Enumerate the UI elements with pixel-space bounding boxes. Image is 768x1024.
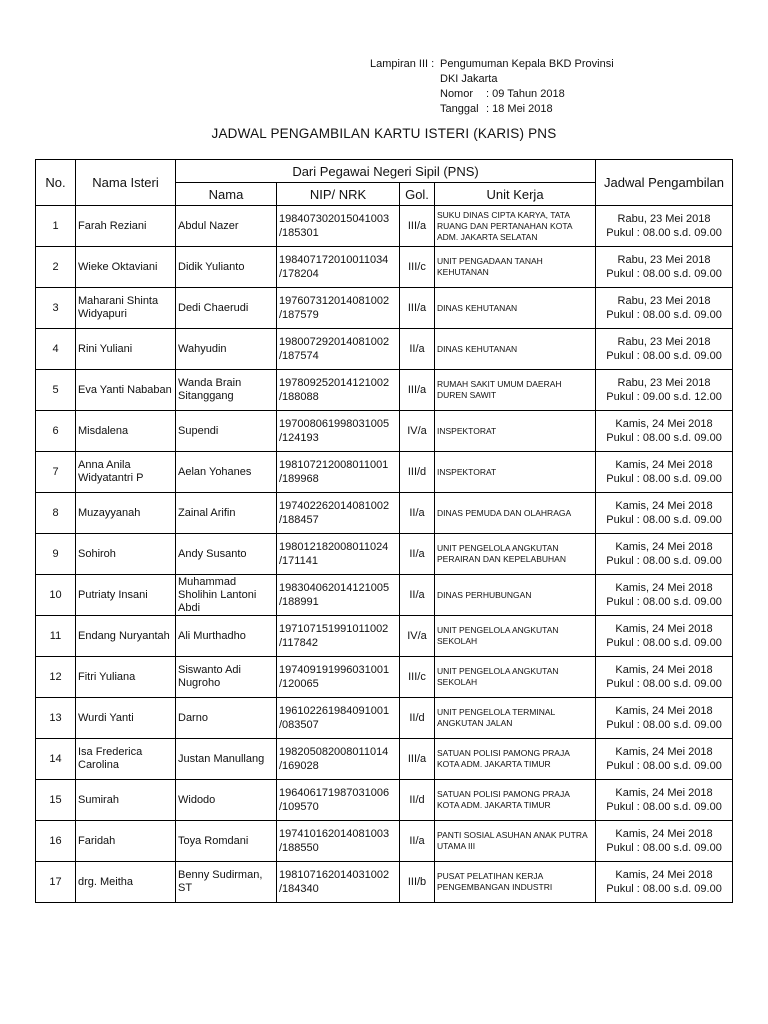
lampiran-text-2: DKI Jakarta (440, 73, 498, 85)
jadwal-pukul: Pukul : 08.00 s.d. 09.00 (606, 842, 722, 854)
jadwal-hari: Rabu, 23 Mei 2018 (617, 377, 711, 389)
cell-nip (277, 862, 400, 903)
table-row (36, 862, 733, 903)
cell-unit-kerja: DINAS KEHUTANAN (435, 329, 596, 370)
cell-gol: III/c (400, 657, 435, 698)
cell-nama-isteri: Sumirah (76, 780, 176, 821)
cell-no: 4 (36, 329, 76, 370)
nrk-number: /120065 (279, 678, 319, 690)
jadwal-hari: Kamis, 24 Mei 2018 (615, 541, 713, 553)
cell-no: 13 (36, 698, 76, 739)
cell-nama: Dedi Chaerudi (176, 288, 277, 329)
cell-gol: II/a (400, 329, 435, 370)
cell-nip (277, 329, 400, 370)
cell-no: 15 (36, 780, 76, 821)
jadwal-hari: Rabu, 23 Mei 2018 (617, 254, 711, 266)
lampiran-block (370, 57, 614, 117)
header-unit: Unit Kerja (435, 183, 596, 206)
cell-jadwal (596, 616, 733, 657)
cell-unit-kerja: INSPEKTORAT (435, 452, 596, 493)
nrk-number: /187579 (279, 309, 319, 321)
cell-nama-isteri: Anna Anila Widyatantri P (76, 452, 176, 493)
cell-gol: III/a (400, 288, 435, 329)
table-row (36, 534, 733, 575)
cell-no: 9 (36, 534, 76, 575)
cell-gol: II/d (400, 780, 435, 821)
nip-number: 196406171987031006 (279, 787, 390, 799)
jadwal-hari: Kamis, 24 Mei 2018 (615, 828, 713, 840)
cell-nama: Muhammad Sholihin Lantoni Abdi (176, 575, 277, 616)
nrk-number: /189968 (279, 473, 319, 485)
nrk-number: /117842 (279, 637, 318, 649)
cell-gol: III/b (400, 862, 435, 903)
nip-number: 196102261984091001 (279, 705, 390, 717)
cell-nip (277, 452, 400, 493)
nrk-number: /178204 (279, 268, 319, 280)
cell-unit-kerja: UNIT PENGELOLA ANGKUTAN SEKOLAH (435, 657, 596, 698)
jadwal-hari: Kamis, 24 Mei 2018 (615, 787, 713, 799)
cell-nip (277, 821, 400, 862)
cell-nama: Toya Romdani (176, 821, 277, 862)
cell-gol: II/a (400, 575, 435, 616)
cell-no: 17 (36, 862, 76, 903)
nrk-number: /185301 (279, 227, 319, 239)
cell-jadwal (596, 575, 733, 616)
cell-unit-kerja: RUMAH SAKIT UMUM DAERAH DUREN SAWIT (435, 370, 596, 411)
cell-unit-kerja: PANTI SOSIAL ASUHAN ANAK PUTRA UTAMA III (435, 821, 596, 862)
cell-jadwal (596, 657, 733, 698)
cell-jadwal (596, 534, 733, 575)
jadwal-hari: Kamis, 24 Mei 2018 (615, 582, 713, 594)
nomor-value: : 09 Tahun 2018 (486, 88, 565, 100)
cell-gol: IV/a (400, 411, 435, 452)
cell-nama-isteri: Farah Reziani (76, 206, 176, 247)
jadwal-pukul: Pukul : 08.00 s.d. 09.00 (606, 883, 722, 895)
jadwal-pukul: Pukul : 08.00 s.d. 09.00 (606, 719, 722, 731)
nip-number: 198107162014031002 (279, 869, 390, 881)
jadwal-pukul: Pukul : 08.00 s.d. 09.00 (606, 637, 722, 649)
nip-number: 198407172010011034 (279, 254, 389, 266)
nip-number: 197809252014121002 (279, 377, 390, 389)
jadwal-hari: Kamis, 24 Mei 2018 (615, 418, 713, 430)
header-pns-group: Dari Pegawai Negeri Sipil (PNS) (176, 160, 596, 183)
nrk-number: /109570 (279, 801, 319, 813)
cell-nama: Andy Susanto (176, 534, 277, 575)
jadwal-pukul: Pukul : 08.00 s.d. 09.00 (606, 473, 722, 485)
cell-gol: III/a (400, 739, 435, 780)
cell-nip (277, 411, 400, 452)
cell-nip (277, 616, 400, 657)
cell-nama: Darno (176, 698, 277, 739)
jadwal-hari: Kamis, 24 Mei 2018 (615, 705, 713, 717)
jadwal-pukul: Pukul : 08.00 s.d. 09.00 (606, 268, 722, 280)
cell-gol: III/d (400, 452, 435, 493)
cell-no: 7 (36, 452, 76, 493)
cell-nama: Wanda Brain Sitanggang (176, 370, 277, 411)
cell-nama: Aelan Yohanes (176, 452, 277, 493)
cell-gol: II/d (400, 698, 435, 739)
cell-jadwal (596, 206, 733, 247)
jadwal-pukul: Pukul : 08.00 s.d. 09.00 (606, 801, 722, 813)
cell-unit-kerja: UNIT PENGELOLA ANGKUTAN PERAIRAN DAN KEPELABUHAN (435, 534, 596, 575)
cell-nip (277, 739, 400, 780)
cell-unit-kerja: DINAS KEHUTANAN (435, 288, 596, 329)
cell-no: 12 (36, 657, 76, 698)
cell-no: 8 (36, 493, 76, 534)
cell-no: 14 (36, 739, 76, 780)
cell-unit-kerja: DINAS PEMUDA DAN OLAHRAGA (435, 493, 596, 534)
cell-no: 10 (36, 575, 76, 616)
jadwal-hari: Rabu, 23 Mei 2018 (617, 213, 711, 225)
cell-jadwal (596, 329, 733, 370)
nip-number: 197607312014081002 (279, 295, 390, 307)
cell-nama: Widodo (176, 780, 277, 821)
jadwal-pukul: Pukul : 08.00 s.d. 09.00 (606, 760, 722, 772)
table-row (36, 493, 733, 534)
jadwal-hari: Kamis, 24 Mei 2018 (615, 664, 713, 676)
jadwal-pukul: Pukul : 08.00 s.d. 09.00 (606, 596, 722, 608)
table-row (36, 616, 733, 657)
table-row (36, 288, 733, 329)
cell-gol: III/a (400, 206, 435, 247)
cell-nama-isteri: Faridah (76, 821, 176, 862)
table-row (36, 821, 733, 862)
cell-unit-kerja: DINAS PERHUBUNGAN (435, 575, 596, 616)
cell-unit-kerja: UNIT PENGELOLA TERMINAL ANGKUTAN JALAN (435, 698, 596, 739)
jadwal-pukul: Pukul : 08.00 s.d. 09.00 (606, 555, 722, 567)
cell-nip (277, 698, 400, 739)
nrk-number: /169028 (279, 760, 319, 772)
cell-jadwal (596, 452, 733, 493)
page-title: JADWAL PENGAMBILAN KARTU ISTERI (KARIS) PNS (211, 126, 557, 141)
nip-number: 198304062014121005 (279, 582, 390, 594)
nrk-number: /124193 (279, 432, 319, 444)
cell-unit-kerja: SUKU DINAS CIPTA KARYA, TATA RUANG DAN PERTANAHAN KOTA ADM. JAKARTA SELATAN (435, 206, 596, 247)
jadwal-hari: Kamis, 24 Mei 2018 (615, 623, 713, 635)
jadwal-pukul: Pukul : 08.00 s.d. 09.00 (606, 350, 722, 362)
header-nama: Nama (176, 183, 277, 206)
header-gol: Gol. (400, 183, 435, 206)
cell-jadwal (596, 862, 733, 903)
cell-gol: III/a (400, 370, 435, 411)
nip-number: 197409191996031001 (279, 664, 390, 676)
table-row (36, 370, 733, 411)
cell-no: 11 (36, 616, 76, 657)
cell-nama-isteri: Maharani Shinta Widyapuri (76, 288, 176, 329)
nrk-number: /188550 (279, 842, 319, 854)
cell-gol: II/a (400, 493, 435, 534)
cell-no: 16 (36, 821, 76, 862)
cell-unit-kerja: SATUAN POLISI PAMONG PRAJA KOTA ADM. JAKARTA TIMUR (435, 780, 596, 821)
cell-nama: Justan Manullang (176, 739, 277, 780)
jadwal-hari: Rabu, 23 Mei 2018 (617, 336, 711, 348)
nrk-number: /171141 (279, 555, 318, 567)
cell-nama-isteri: Sohiroh (76, 534, 176, 575)
cell-nip (277, 780, 400, 821)
cell-nama: Abdul Nazer (176, 206, 277, 247)
cell-gol: II/a (400, 821, 435, 862)
nrk-number: /188991 (279, 596, 319, 608)
jadwal-pukul: Pukul : 08.00 s.d. 09.00 (606, 309, 722, 321)
jadwal-pukul: Pukul : 08.00 s.d. 09.00 (606, 514, 722, 526)
cell-jadwal (596, 247, 733, 288)
cell-nip (277, 657, 400, 698)
header-no: No. (36, 160, 76, 206)
cell-nama: Didik Yulianto (176, 247, 277, 288)
cell-jadwal (596, 288, 733, 329)
cell-gol: III/c (400, 247, 435, 288)
cell-nama-isteri: Rini Yuliani (76, 329, 176, 370)
cell-nama-isteri: Misdalena (76, 411, 176, 452)
lampiran-label: Lampiran III : (370, 58, 435, 70)
cell-nama: Benny Sudirman, ST (176, 862, 277, 903)
nip-number: 198407302015041003 (279, 213, 390, 225)
jadwal-hari: Kamis, 24 Mei 2018 (615, 459, 713, 471)
cell-nama-isteri: Eva Yanti Nababan (76, 370, 176, 411)
cell-unit-kerja: UNIT PENGADAAN TANAH KEHUTANAN (435, 247, 596, 288)
cell-nama: Ali Murthadho (176, 616, 277, 657)
cell-gol: IV/a (400, 616, 435, 657)
table-row (36, 780, 733, 821)
jadwal-pukul: Pukul : 09.00 s.d. 12.00 (606, 391, 722, 403)
jadwal-pukul: Pukul : 08.00 s.d. 09.00 (606, 227, 722, 239)
nrk-number: /184340 (279, 883, 319, 895)
lampiran-text: Pengumuman Kepala BKD Provinsi (440, 58, 614, 70)
table-row (36, 657, 733, 698)
tanggal-value: : 18 Mei 2018 (486, 103, 553, 115)
cell-nama-isteri: Muzayyanah (76, 493, 176, 534)
cell-jadwal (596, 370, 733, 411)
cell-jadwal (596, 821, 733, 862)
nip-number: 197402262014081002 (279, 500, 390, 512)
jadwal-hari: Kamis, 24 Mei 2018 (615, 869, 713, 881)
nip-number: 198012182008011024 (279, 541, 389, 553)
cell-nama-isteri: Wurdi Yanti (76, 698, 176, 739)
nip-number: 198107212008011001 (279, 459, 389, 471)
jadwal-hari: Kamis, 24 Mei 2018 (615, 746, 713, 758)
jadwal-pukul: Pukul : 08.00 s.d. 09.00 (606, 678, 722, 690)
cell-nip (277, 206, 400, 247)
cell-nip (277, 575, 400, 616)
cell-no: 2 (36, 247, 76, 288)
cell-nama: Supendi (176, 411, 277, 452)
cell-nama-isteri: Fitri Yuliana (76, 657, 176, 698)
header-nama-isteri: Nama Isteri (76, 160, 176, 206)
nrk-number: /187574 (279, 350, 319, 362)
nip-number: 198007292014081002 (279, 336, 390, 348)
cell-nama: Siswanto Adi Nugroho (176, 657, 277, 698)
schedule-table (35, 159, 733, 903)
header-nip: NIP/ NRK (277, 183, 400, 206)
cell-jadwal (596, 411, 733, 452)
cell-nama: Zainal Arifin (176, 493, 277, 534)
cell-unit-kerja: UNIT PENGELOLA ANGKUTAN SEKOLAH (435, 616, 596, 657)
nrk-number: /188088 (279, 391, 319, 403)
cell-unit-kerja: PUSAT PELATIHAN KERJA PENGEMBANGAN INDUSTRI (435, 862, 596, 903)
table-row (36, 739, 733, 780)
jadwal-pukul: Pukul : 08.00 s.d. 09.00 (606, 432, 722, 444)
cell-nip (277, 247, 400, 288)
cell-no: 6 (36, 411, 76, 452)
cell-nama: Wahyudin (176, 329, 277, 370)
tanggal-label: Tanggal (440, 103, 479, 115)
nip-number: 197410162014081003 (279, 828, 390, 840)
cell-nip (277, 493, 400, 534)
table-row (36, 452, 733, 493)
cell-unit-kerja: INSPEKTORAT (435, 411, 596, 452)
cell-no: 3 (36, 288, 76, 329)
cell-nama-isteri: Endang Nuryantah (76, 616, 176, 657)
cell-jadwal (596, 698, 733, 739)
table-row (36, 206, 733, 247)
jadwal-hari: Rabu, 23 Mei 2018 (617, 295, 711, 307)
table-row (36, 575, 733, 616)
nomor-label: Nomor (440, 88, 474, 100)
cell-unit-kerja: SATUAN POLISI PAMONG PRAJA KOTA ADM. JAKARTA TIMUR (435, 739, 596, 780)
nrk-number: /083507 (279, 719, 319, 731)
table-row (36, 329, 733, 370)
jadwal-hari: Kamis, 24 Mei 2018 (615, 500, 713, 512)
cell-no: 5 (36, 370, 76, 411)
nrk-number: /188457 (279, 514, 319, 526)
cell-nama-isteri: Putriaty Insani (76, 575, 176, 616)
cell-jadwal (596, 739, 733, 780)
cell-jadwal (596, 493, 733, 534)
cell-nama-isteri: drg. Meitha (76, 862, 176, 903)
nip-number: 197008061998031005 (279, 418, 390, 430)
nip-number: 197107151991011002 (279, 623, 389, 635)
cell-nama-isteri: Isa Frederica Carolina (76, 739, 176, 780)
cell-jadwal (596, 780, 733, 821)
table-row (36, 411, 733, 452)
cell-nip (277, 370, 400, 411)
table-row (36, 698, 733, 739)
table-row (36, 247, 733, 288)
header-jadwal: Jadwal Pengambilan (596, 160, 733, 206)
cell-gol: II/a (400, 534, 435, 575)
cell-nama-isteri: Wieke Oktaviani (76, 247, 176, 288)
cell-no: 1 (36, 206, 76, 247)
cell-nip (277, 534, 400, 575)
nip-number: 198205082008011014 (279, 746, 389, 758)
cell-nip (277, 288, 400, 329)
